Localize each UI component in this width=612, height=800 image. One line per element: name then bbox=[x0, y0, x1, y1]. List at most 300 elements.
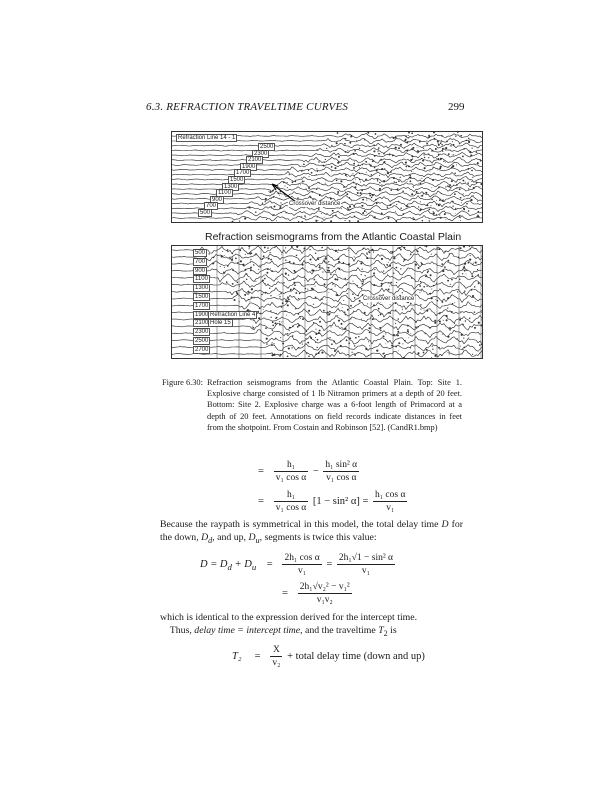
seismic-speckle bbox=[434, 320, 436, 322]
seismic-speckle bbox=[352, 293, 354, 295]
seismic-speckle bbox=[263, 255, 265, 257]
seismic-speckle bbox=[274, 353, 276, 355]
seismic-speckle bbox=[408, 137, 409, 138]
seismic-speckle bbox=[305, 217, 306, 218]
seismic-speckle bbox=[460, 135, 462, 137]
seismic-speckle bbox=[271, 354, 273, 356]
seismic-speckle bbox=[239, 220, 240, 221]
seismic-speckle bbox=[344, 311, 345, 312]
seismic-speckle bbox=[335, 295, 336, 296]
seismic-speckle bbox=[286, 315, 287, 316]
seismic-speckle bbox=[283, 182, 285, 184]
seismic-speckle bbox=[447, 260, 449, 262]
seismic-speckle bbox=[222, 251, 223, 252]
seismic-speckle bbox=[387, 172, 389, 174]
seismic-speckle bbox=[249, 253, 251, 255]
seismic-speckle bbox=[396, 267, 398, 269]
seismic-speckle bbox=[411, 132, 413, 134]
seismic-speckle bbox=[353, 153, 355, 155]
eq3-term2 bbox=[337, 553, 395, 576]
seismic-trace bbox=[172, 215, 482, 221]
seismic-speckle bbox=[377, 179, 378, 180]
seismic-speckle bbox=[443, 161, 444, 162]
eq5-rest: + total delay time (down and up) bbox=[287, 650, 425, 662]
seismic-speckle bbox=[405, 139, 407, 141]
seismic-speckle bbox=[432, 179, 434, 181]
seismic-speckle bbox=[332, 210, 334, 212]
seismic-speckle bbox=[324, 162, 325, 163]
seismic-speckle bbox=[429, 327, 430, 328]
seismic-speckle bbox=[310, 196, 312, 198]
seismic-speckle bbox=[397, 188, 399, 190]
seismic-speckle bbox=[315, 253, 316, 254]
seismic-speckle bbox=[382, 353, 384, 355]
seismic-speckle bbox=[255, 281, 256, 282]
seismic-speckle bbox=[369, 195, 371, 197]
seismic-speckle bbox=[376, 350, 378, 352]
seismic-speckle bbox=[475, 262, 477, 264]
para1-a: Because the raypath is symmetrical in this model, the total delay time bbox=[160, 519, 442, 530]
seismic-speckle bbox=[317, 149, 318, 150]
seismic-speckle bbox=[385, 343, 386, 344]
seismic-speckle bbox=[298, 313, 299, 314]
seismic-speckle bbox=[475, 301, 476, 302]
para1-f: D bbox=[248, 532, 256, 543]
seismic-speckle bbox=[372, 160, 374, 162]
bottom-distance-label: 2700 bbox=[195, 346, 209, 353]
seismic-speckle bbox=[266, 272, 268, 274]
seismic-speckle bbox=[471, 170, 473, 172]
seismic-speckle bbox=[252, 326, 253, 327]
seismic-speckle bbox=[434, 219, 435, 220]
seismic-speckle bbox=[383, 162, 384, 163]
seismic-speckle bbox=[313, 304, 314, 305]
seismic-speckle bbox=[314, 279, 316, 281]
seismic-speckle bbox=[464, 263, 466, 265]
seismic-speckle bbox=[337, 258, 339, 260]
seismic-speckle bbox=[251, 288, 253, 290]
seismic-speckle bbox=[287, 355, 289, 357]
seismic-speckle bbox=[398, 201, 400, 203]
seismic-speckle bbox=[437, 140, 439, 142]
seismic-speckle bbox=[285, 259, 286, 260]
seismic-speckle bbox=[381, 258, 383, 260]
seismic-speckle bbox=[280, 293, 282, 295]
seismic-speckle bbox=[277, 192, 279, 194]
seismic-speckle bbox=[428, 157, 429, 158]
seismic-speckle bbox=[373, 251, 374, 252]
seismic-speckle bbox=[421, 290, 422, 291]
seismic-speckle bbox=[478, 283, 479, 284]
seismic-speckle bbox=[338, 261, 340, 263]
seismic-speckle bbox=[326, 148, 327, 149]
seismic-speckle bbox=[395, 147, 397, 149]
seismic-speckle bbox=[448, 153, 450, 155]
seismic-speckle bbox=[317, 258, 319, 260]
seismic-speckle bbox=[349, 337, 351, 339]
seismic-speckle bbox=[279, 354, 281, 356]
seismic-speckle bbox=[261, 294, 262, 295]
seismic-speckle bbox=[343, 300, 344, 301]
seismic-speckle bbox=[221, 255, 223, 257]
seismic-speckle bbox=[406, 166, 407, 167]
seismic-speckle bbox=[315, 297, 317, 299]
seismic-speckle bbox=[287, 187, 288, 188]
seismic-speckle bbox=[267, 284, 268, 285]
seismic-speckle bbox=[246, 274, 247, 275]
seismic-speckle bbox=[368, 327, 370, 329]
seismic-speckle bbox=[472, 295, 474, 297]
seismic-speckle bbox=[334, 278, 336, 280]
seismic-speckle bbox=[424, 167, 426, 169]
seismic-speckle bbox=[443, 320, 444, 321]
seismic-speckle bbox=[453, 144, 455, 146]
seismic-trace bbox=[172, 181, 482, 187]
seismic-speckle bbox=[300, 184, 301, 185]
seismic-speckle bbox=[271, 206, 272, 207]
seismic-speckle bbox=[433, 211, 434, 212]
seismic-speckle bbox=[358, 164, 360, 166]
seismic-speckle bbox=[290, 290, 292, 292]
seismic-speckle bbox=[450, 262, 451, 263]
seismic-speckle bbox=[445, 186, 446, 187]
seismic-speckle bbox=[408, 132, 410, 133]
seismic-speckle bbox=[404, 247, 406, 249]
seismic-speckle bbox=[271, 198, 272, 199]
eq2-term1 bbox=[274, 490, 308, 513]
seismic-speckle bbox=[438, 186, 440, 188]
eq1-term1 bbox=[274, 460, 308, 483]
eq2-term2 bbox=[373, 490, 407, 513]
seismic-speckle bbox=[334, 350, 336, 352]
seismic-speckle bbox=[410, 303, 412, 305]
seismic-speckle bbox=[468, 138, 470, 140]
seismic-speckle bbox=[447, 185, 448, 186]
seismic-speckle bbox=[442, 334, 443, 335]
seismic-speckle bbox=[404, 340, 406, 342]
eq5-den: v₂ bbox=[272, 658, 281, 668]
seismic-speckle bbox=[342, 329, 343, 330]
seismic-speckle bbox=[411, 149, 413, 151]
seismic-speckle bbox=[371, 249, 373, 251]
seismic-speckle bbox=[410, 333, 411, 334]
seismic-speckle bbox=[380, 330, 382, 332]
seismic-speckle bbox=[371, 170, 372, 171]
seismic-speckle bbox=[402, 292, 403, 293]
seismic-speckle bbox=[462, 180, 464, 182]
seismic-speckle bbox=[337, 252, 338, 253]
seismic-speckle bbox=[293, 288, 295, 290]
seismic-speckle bbox=[273, 214, 274, 215]
eq3-t1-num: 2h₁ cos α bbox=[284, 553, 320, 563]
seismic-speckle bbox=[450, 150, 451, 151]
seismic-speckle bbox=[440, 166, 442, 168]
seismic-speckle bbox=[411, 155, 413, 157]
seismic-speckle bbox=[347, 309, 349, 311]
seismic-speckle bbox=[273, 343, 274, 344]
seismic-speckle bbox=[276, 324, 277, 325]
seismic-speckle bbox=[249, 207, 251, 209]
seismic-speckle bbox=[421, 262, 422, 263]
seismic-speckle bbox=[297, 326, 299, 328]
seismic-speckle bbox=[383, 270, 384, 271]
seismic-speckle bbox=[255, 254, 256, 255]
seismic-speckle bbox=[371, 174, 373, 176]
seismic-speckle bbox=[472, 177, 473, 178]
top-crossover-label: Crossover distance bbox=[289, 201, 341, 207]
seismic-speckle bbox=[460, 346, 461, 347]
seismic-speckle bbox=[471, 181, 472, 182]
seismic-speckle bbox=[267, 268, 269, 270]
seismic-speckle bbox=[395, 211, 396, 212]
seismic-speckle bbox=[341, 208, 342, 209]
seismic-speckle bbox=[388, 217, 390, 219]
seismic-speckle bbox=[278, 295, 279, 296]
seismic-speckle bbox=[430, 205, 431, 206]
seismic-speckle bbox=[377, 180, 378, 181]
seismic-speckle bbox=[253, 320, 254, 321]
seismic-speckle bbox=[338, 320, 340, 322]
seismic-speckle bbox=[472, 264, 473, 265]
seismic-speckle bbox=[321, 247, 322, 248]
seismic-speckle bbox=[323, 165, 325, 167]
seismic-speckle bbox=[398, 181, 400, 183]
eq5-lhs: T₂ bbox=[232, 650, 242, 662]
seismic-speckle bbox=[469, 317, 470, 318]
seismic-speckle bbox=[348, 250, 349, 251]
seismic-speckle bbox=[306, 353, 307, 354]
seismic-speckle bbox=[235, 258, 237, 260]
seismic-speckle bbox=[460, 220, 461, 221]
seismic-speckle bbox=[252, 327, 254, 329]
seismic-speckle bbox=[233, 299, 235, 301]
seismic-speckle bbox=[373, 284, 375, 286]
seismic-speckle bbox=[302, 264, 304, 266]
seismic-speckle bbox=[319, 321, 321, 323]
seismic-speckle bbox=[455, 213, 456, 214]
seismic-speckle bbox=[391, 190, 393, 192]
seismic-speckle bbox=[397, 331, 399, 333]
seismic-speckle bbox=[419, 182, 421, 184]
seismic-speckle bbox=[360, 181, 361, 182]
top-distance-label: 1700 bbox=[236, 170, 250, 177]
seismic-speckle bbox=[459, 143, 460, 144]
eq2-t2-num: h₁ cos α bbox=[375, 490, 406, 500]
seismic-speckle bbox=[335, 214, 336, 215]
seismic-speckle bbox=[449, 189, 450, 190]
seismic-speckle bbox=[354, 256, 355, 257]
seismic-speckle bbox=[361, 190, 363, 192]
top-distance-label: 2500 bbox=[260, 144, 274, 150]
seismic-speckle bbox=[439, 298, 440, 299]
seismic-speckle bbox=[359, 179, 361, 181]
seismic-speckle bbox=[392, 154, 394, 156]
seismic-speckle bbox=[266, 338, 268, 340]
seismic-speckle bbox=[439, 313, 441, 315]
seismic-speckle bbox=[405, 135, 407, 137]
seismic-speckle bbox=[435, 299, 436, 300]
para3-a: Thus, bbox=[169, 625, 195, 636]
seismic-speckle bbox=[468, 150, 469, 151]
seismic-speckle bbox=[423, 286, 425, 288]
seismic-speckle bbox=[407, 325, 409, 327]
seismic-speckle bbox=[393, 177, 395, 179]
bottom-seismogram bbox=[171, 245, 483, 359]
seismic-speckle bbox=[378, 147, 379, 148]
seismic-speckle bbox=[462, 324, 464, 326]
seismic-speckle bbox=[273, 205, 275, 207]
seismic-speckle bbox=[366, 200, 367, 201]
seismic-speckle bbox=[441, 193, 442, 194]
seismic-speckle bbox=[270, 259, 272, 261]
seismic-speckle bbox=[337, 132, 339, 134]
seismic-speckle bbox=[285, 273, 287, 275]
seismic-speckle bbox=[439, 320, 441, 322]
seismic-speckle bbox=[308, 187, 310, 189]
seismic-speckle bbox=[289, 261, 291, 263]
seismic-speckle bbox=[411, 277, 413, 279]
seismic-speckle bbox=[446, 319, 448, 321]
seismic-speckle bbox=[405, 162, 407, 164]
seismic-speckle bbox=[265, 201, 266, 202]
seismic-speckle bbox=[421, 263, 423, 265]
seismic-speckle bbox=[433, 132, 435, 133]
seismic-speckle bbox=[220, 266, 221, 267]
seismic-speckle bbox=[334, 167, 336, 169]
seismic-speckle bbox=[232, 283, 234, 285]
seismic-speckle bbox=[452, 201, 454, 203]
seismic-speckle bbox=[419, 292, 420, 293]
seismic-speckle bbox=[471, 289, 472, 290]
top-seismogram-traces bbox=[172, 132, 482, 222]
seismic-speckle bbox=[244, 218, 246, 220]
paragraph-delay-time bbox=[160, 518, 463, 547]
seismic-speckle bbox=[275, 318, 277, 320]
seismic-speckle bbox=[395, 323, 396, 324]
seismic-speckle bbox=[420, 309, 421, 310]
seismic-speckle bbox=[331, 170, 332, 171]
seismic-speckle bbox=[403, 259, 405, 261]
seismic-speckle bbox=[410, 180, 412, 182]
seismic-speckle bbox=[481, 319, 482, 320]
seismic-speckle bbox=[469, 259, 471, 261]
seismic-speckle bbox=[463, 267, 465, 269]
seismic-speckle bbox=[209, 253, 210, 254]
seismic-speckle bbox=[379, 188, 381, 190]
seismic-speckle bbox=[366, 252, 367, 253]
seismic-speckle bbox=[263, 293, 264, 294]
seismic-speckle bbox=[319, 194, 321, 196]
seismic-speckle bbox=[259, 308, 261, 310]
seismic-speckle bbox=[427, 204, 428, 205]
seismic-speckle bbox=[373, 145, 375, 147]
seismic-speckle bbox=[446, 141, 448, 143]
seismic-speckle bbox=[336, 179, 338, 181]
seismic-speckle bbox=[388, 211, 389, 212]
seismic-speckle bbox=[361, 288, 363, 290]
seismic-speckle bbox=[237, 262, 238, 263]
seismic-speckle bbox=[295, 292, 297, 294]
seismic-speckle bbox=[324, 217, 325, 218]
seismic-speckle bbox=[390, 204, 392, 206]
seismic-speckle bbox=[272, 342, 273, 343]
seismic-speckle bbox=[284, 185, 285, 186]
seismic-speckle bbox=[226, 281, 228, 283]
seismic-speckle bbox=[398, 247, 400, 249]
seismic-speckle bbox=[409, 175, 411, 177]
seismic-speckle bbox=[271, 270, 273, 272]
seismic-speckle bbox=[474, 311, 476, 313]
para1-b: D bbox=[441, 519, 449, 530]
seismic-speckle bbox=[345, 329, 346, 330]
seismic-speckle bbox=[246, 279, 247, 280]
seismic-speckle bbox=[422, 160, 424, 162]
seismic-speckle bbox=[262, 279, 264, 281]
seismic-speckle bbox=[423, 352, 425, 354]
seismic-speckle bbox=[466, 274, 467, 275]
seismic-speckle bbox=[290, 289, 292, 291]
seismic-speckle bbox=[224, 255, 225, 256]
seismic-speckle bbox=[388, 262, 389, 263]
seismic-speckle bbox=[461, 353, 462, 354]
seismic-speckle bbox=[279, 324, 281, 326]
seismic-speckle bbox=[251, 297, 253, 299]
seismic-speckle bbox=[367, 254, 368, 255]
seismic-speckle bbox=[245, 269, 247, 271]
bottom-distance-label: 2500 bbox=[195, 338, 209, 344]
seismic-speckle bbox=[331, 145, 332, 146]
seismic-speckle bbox=[291, 347, 292, 348]
bottom-distance-label: 900 bbox=[195, 267, 206, 274]
seismic-speckle bbox=[306, 338, 307, 339]
seismic-speckle bbox=[346, 284, 348, 286]
seismic-speckle bbox=[440, 158, 442, 160]
seismic-speckle bbox=[383, 316, 384, 317]
seismic-speckle bbox=[434, 138, 436, 140]
eq3-sub-d: d bbox=[227, 562, 232, 572]
seismic-speckle bbox=[378, 149, 379, 150]
seismic-speckle bbox=[354, 161, 355, 162]
seismic-speckle bbox=[258, 269, 259, 270]
eq5-equals: = bbox=[254, 650, 261, 662]
seismic-speckle bbox=[438, 204, 440, 206]
seismic-speckle bbox=[292, 325, 294, 327]
seismic-speckle bbox=[328, 261, 329, 262]
seismic-speckle bbox=[319, 266, 321, 268]
seismic-speckle bbox=[389, 153, 391, 155]
seismic-speckle bbox=[333, 341, 335, 343]
seismic-speckle bbox=[325, 258, 327, 260]
seismic-speckle bbox=[438, 143, 439, 144]
seismic-speckle bbox=[403, 261, 404, 262]
seismic-speckle bbox=[461, 334, 463, 336]
seismic-speckle bbox=[267, 247, 269, 249]
seismic-speckle bbox=[396, 334, 397, 335]
seismic-speckle bbox=[288, 287, 289, 288]
seismic-speckle bbox=[411, 193, 413, 195]
seismic-speckle bbox=[363, 281, 364, 282]
seismic-speckle bbox=[323, 310, 325, 312]
seismic-speckle bbox=[298, 324, 300, 326]
seismic-speckle bbox=[224, 267, 225, 268]
seismic-speckle bbox=[442, 301, 444, 303]
seismic-speckle bbox=[390, 304, 391, 305]
seismic-speckle bbox=[368, 341, 369, 342]
seismic-speckle bbox=[318, 332, 320, 334]
seismic-speckle bbox=[269, 288, 270, 289]
seismic-speckle bbox=[296, 255, 298, 257]
seismic-speckle bbox=[347, 150, 348, 151]
